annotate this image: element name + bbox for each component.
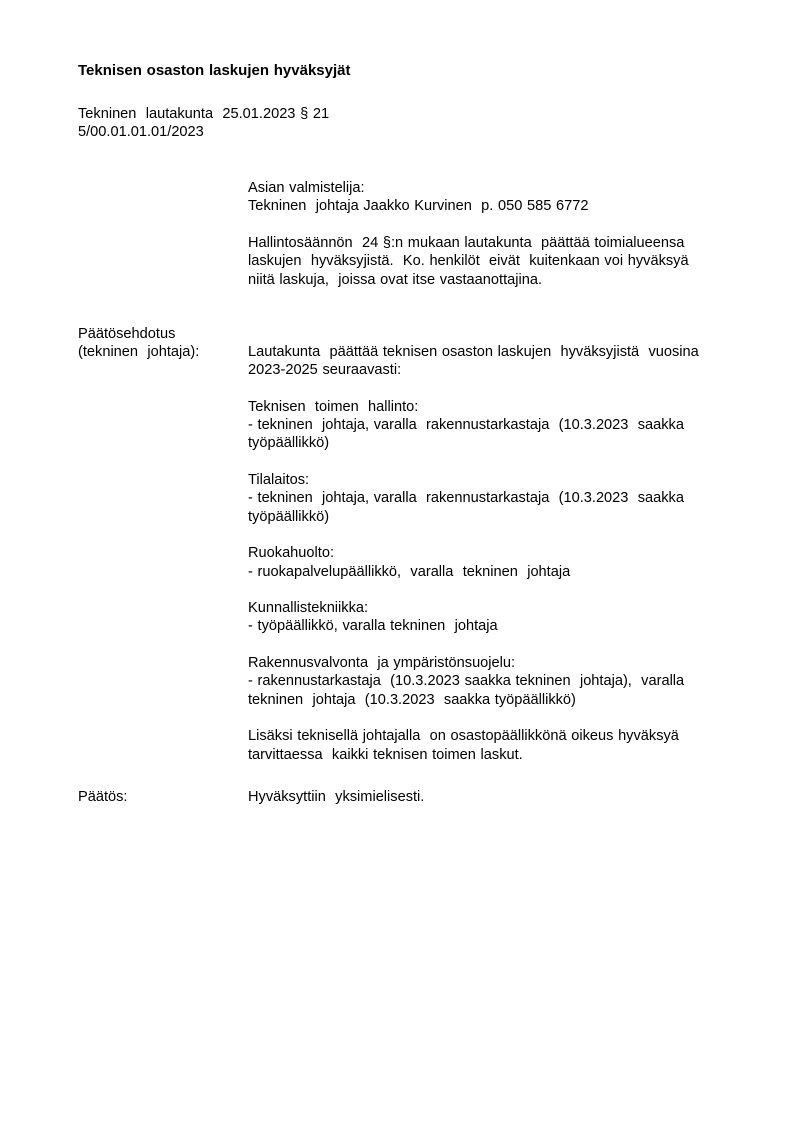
text-line: Lisäksi teknisellä johtajalla on osastopäällikkönä oikeus hyväksyä [248, 728, 679, 745]
text-line: - ruokapalvelupäällikkö, varalla tekninen johtaja [248, 563, 571, 580]
text-line: Lautakunta päättää teknisen osaston laskujen hyväksyjistä vuosina [248, 344, 699, 360]
text-line: - tekninen johtaja, varalla rakennustarkastaja (10.3.2023 saakka [248, 417, 684, 434]
proposal-content [248, 343, 728, 764]
text-line: tarvittaessa kaikki teknisen toimen laskut. [248, 746, 523, 763]
paragraph [248, 544, 728, 581]
text-line: Tekninen johtaja Jaakko Kurvinen p. 050 585 6772 [248, 198, 589, 215]
text-line: tekninen johtaja (10.3.2023 saakka työpäällikkö) [248, 691, 576, 708]
proposal-label [78, 325, 243, 362]
text-line: Teknisen toimen hallinto: [248, 398, 419, 415]
paragraph [248, 471, 728, 526]
paragraph [248, 343, 728, 380]
text-line: Tekninen lautakunta 25.01.2023 § 21 [78, 106, 330, 122]
text-line: Hallintosäännön 24 §:n mukaan lautakunta päättää toimialueensa [248, 235, 685, 251]
text-line: Tilalaitos: [248, 472, 310, 489]
text-line: Ruokahuolto: [248, 545, 335, 562]
text-line: laskujen hyväksyjistä. Ko. henkilöt eivät kuitenkaan voi hyväksyä [248, 253, 689, 270]
text-line: Rakennusvalvonta ja ympäristönsuojelu: [248, 655, 516, 672]
meeting-meta-block [78, 105, 498, 142]
text-line: - rakennustarkastaja (10.3.2023 saakka tekninen johtaja), varalla [248, 673, 685, 690]
document-title: Teknisen osaston laskujen hyväksyjät [78, 62, 351, 79]
text-line: työpäällikkö) [248, 508, 330, 525]
paragraph [248, 599, 728, 636]
paragraph [248, 398, 728, 453]
text-line: - työpäällikkö, varalla tekninen johtaja [248, 618, 498, 635]
decision-text: Hyväksyttiin yksimielisesti. [248, 789, 425, 805]
text-line: - tekninen johtaja, varalla rakennustarkastaja (10.3.2023 saakka [248, 490, 684, 507]
text-line: Kunnallistekniikka: [248, 600, 369, 617]
preparer-block [248, 179, 728, 216]
text-line: (tekninen johtaja): [78, 344, 200, 361]
paragraph [248, 727, 728, 764]
paragraph [248, 654, 728, 709]
text-line: Päätösehdotus [78, 326, 176, 342]
text-line: 5/00.01.01.01/2023 [78, 124, 204, 141]
regulation-paragraph [248, 234, 728, 289]
text-line: Asian valmistelija: [248, 180, 365, 196]
text-line: niitä laskuja, joissa ovat itse vastaanottajina. [248, 271, 543, 288]
text-line: 2023-2025 seuraavasti: [248, 362, 402, 379]
decision-label: Päätös: [78, 789, 128, 805]
text-line: työpäällikkö) [248, 435, 330, 452]
